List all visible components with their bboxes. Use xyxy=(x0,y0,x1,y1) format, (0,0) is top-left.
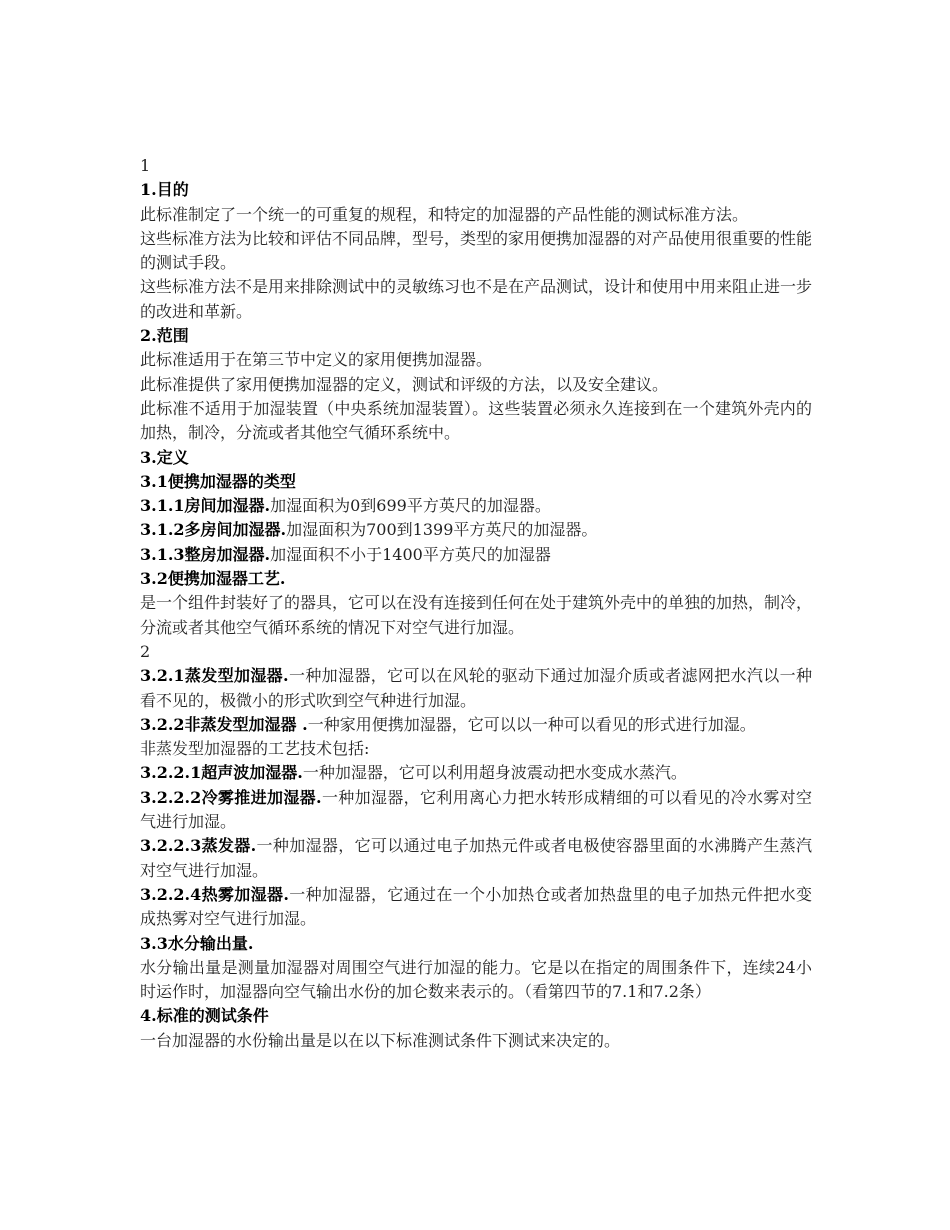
section-heading: 1.目的 xyxy=(140,180,189,200)
definition-term: 3.2.2非蒸发型加湿器 . xyxy=(140,714,308,734)
section-heading: 4.标准的测试条件 xyxy=(140,1006,269,1026)
definition-item xyxy=(140,883,812,932)
definition-term: 3.2.2.1超声波加湿器. xyxy=(140,763,303,783)
definition-term: 3.2.2.3蒸发器. xyxy=(140,836,257,856)
section-heading: 3.定义 xyxy=(140,447,189,467)
section-heading: 2.范围 xyxy=(140,326,189,346)
definition-term: 3.2.2.4热雾加湿器. xyxy=(140,884,289,904)
definition-item xyxy=(140,761,812,785)
definition-term: 3.2.2.2冷雾推进加湿器. xyxy=(140,787,322,807)
subsection-heading: 3.1便携加湿器的类型 xyxy=(140,471,296,491)
subsection-heading: 3.2便携加湿器工艺. xyxy=(140,569,286,589)
definition-text: 一种加湿器，它可以利用超身波震动把水变成水蒸汽。 xyxy=(302,763,687,783)
definition-item xyxy=(140,664,812,713)
definition-term: 3.2.1蒸发型加湿器. xyxy=(140,666,289,686)
paragraph: 此标准不适用于加湿装置（中央系统加湿装置）。这些装置必须永久连接到在一个建筑外壳内的加热，制冷，分流或者其他空气循环系统中。 xyxy=(140,398,812,443)
paragraph: 此标准提供了家用便携加湿器的定义，测试和评级的方法，以及安全建议。 xyxy=(140,374,669,394)
definition-text: 加湿面积为0到699平方英尺的加湿器。 xyxy=(270,496,551,516)
paragraph: 这些标准方法不是用来排除测试中的灵敏练习也不是在产品测试，设计和使用中用来阻止进一步的改进和革新。 xyxy=(140,277,813,321)
definition-item xyxy=(140,518,812,542)
definition-text: 一种加湿器，它利用离心力把水转形成精细的可以看见的冷水雾对空气进行加湿。 xyxy=(140,787,812,832)
definition-text: 一种加湿器，它可以在风轮的驱动下通过加湿介质或者滤网把水汽以一种看不见的，极微小的形式吹到空气种进行加湿。 xyxy=(140,666,812,710)
definition-item xyxy=(140,713,812,737)
definition-text: 一种加湿器，它通过在一个小加热仓或者加热盘里的电子加热元件把水变成热雾对空气进行加湿。 xyxy=(140,884,812,929)
definition-text: 一种家用便携加湿器，它可以以一种可以看见的形式进行加湿。 xyxy=(307,714,756,734)
page-number: 1 xyxy=(140,156,151,175)
subsection-heading: 3.3水分输出量. xyxy=(140,933,254,953)
definition-item xyxy=(140,834,812,883)
paragraph: 是一个组件封装好了的器具，它可以在没有连接到任何在处于建筑外壳中的单独的加热，制冷，分流或者其他空气循环系统的情况下对空气进行加湿。 xyxy=(140,593,813,637)
paragraph: 一台加湿器的水份输出量是以在以下标准测试条件下测试来决定的。 xyxy=(140,1030,621,1050)
definition-text: 一种加湿器，它可以通过电子加热元件或者电极使容器里面的水沸腾产生蒸汽对空气进行加湿。 xyxy=(140,836,812,880)
document-page xyxy=(140,154,812,1053)
paragraph: 非蒸发型加湿器的工艺技术包括: xyxy=(140,739,370,759)
definition-text: 加湿面积为700到1399平方英尺的加湿器。 xyxy=(286,520,598,540)
definition-text: 加湿面积不小于1400平方英尺的加湿器 xyxy=(270,544,551,564)
paragraph: 水分输出量是测量加湿器对周围空气进行加湿的能力。它是以在指定的周围条件下，连续24小时运作时，加湿器向空气输出水份的加仑数来表示的。（看第四节的7.1和7.2条） xyxy=(140,957,812,1002)
definition-item xyxy=(140,543,812,567)
definition-term: 3.1.2多房间加湿器. xyxy=(140,520,287,540)
page-number: 2 xyxy=(140,641,151,661)
definition-term: 3.1.1房间加湿器. xyxy=(140,496,271,516)
definition-item xyxy=(140,494,812,518)
paragraph: 此标准适用于在第三节中定义的家用便携加湿器。 xyxy=(140,350,493,370)
paragraph: 此标准制定了一个统一的可重复的规程，和特定的加湿器的产品性能的测试标准方法。 xyxy=(140,204,749,224)
definition-item xyxy=(140,786,812,835)
definition-term: 3.1.3整房加湿器. xyxy=(140,544,271,564)
paragraph: 这些标准方法为比较和评估不同品牌，型号，类型的家用便携加湿器的对产品使用很重要的性能的测试手段。 xyxy=(140,228,813,273)
